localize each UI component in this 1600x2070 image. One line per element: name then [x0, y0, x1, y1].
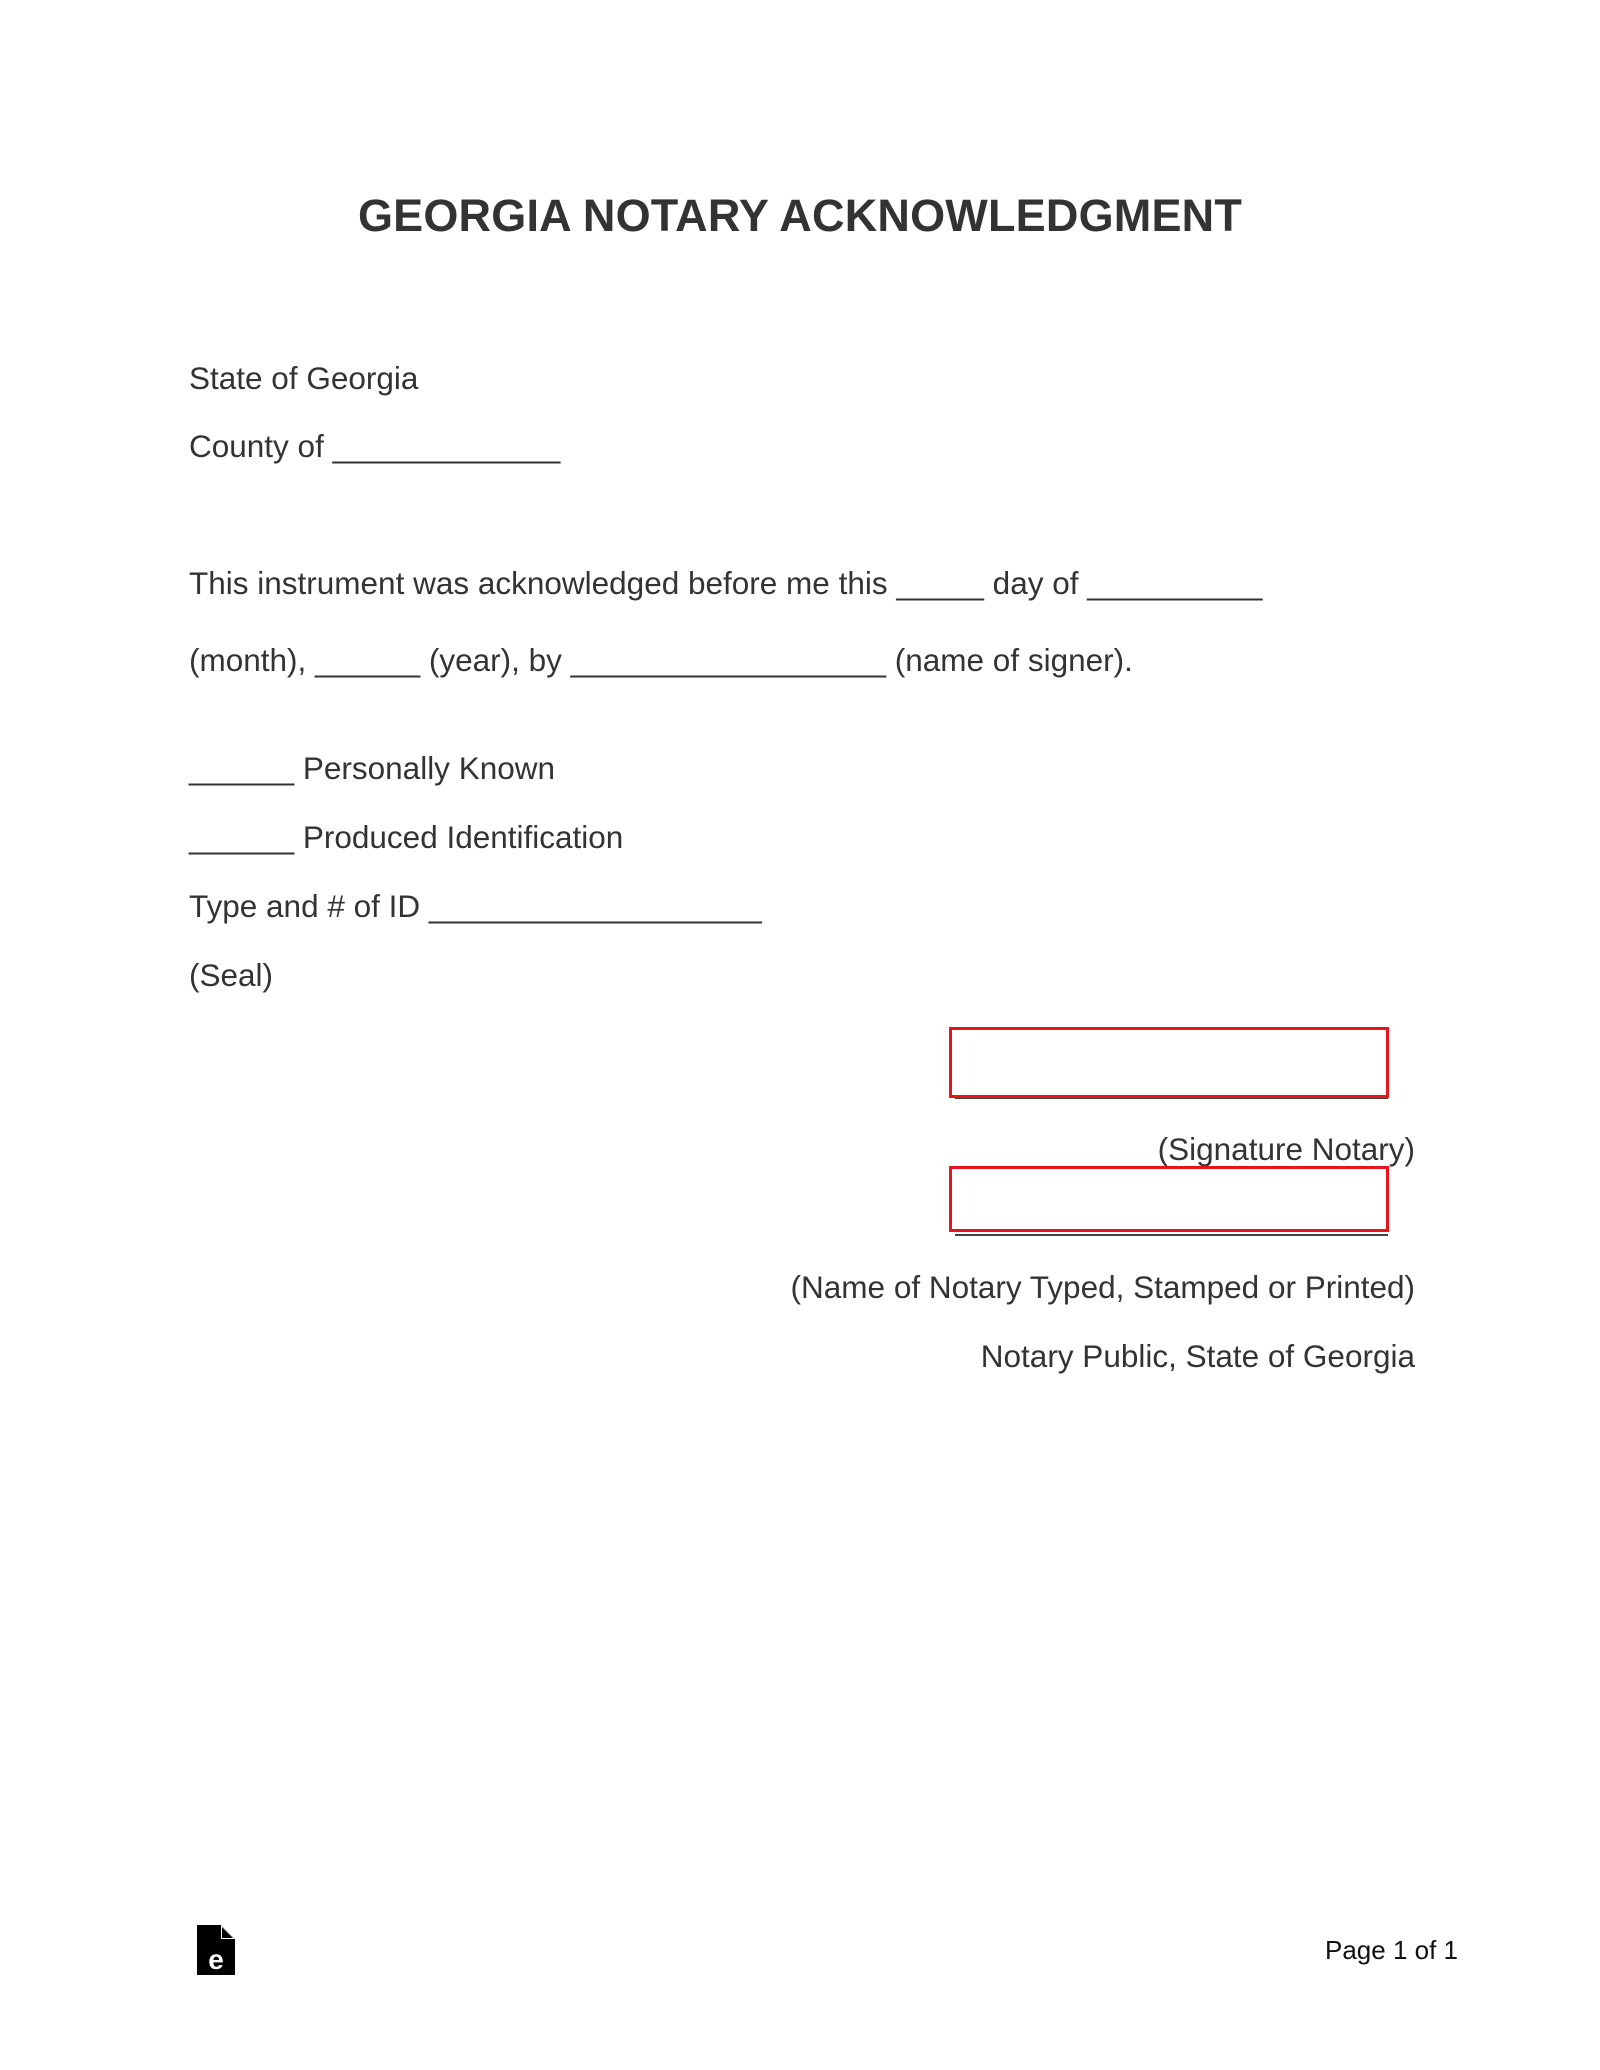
document-e-logo-icon — [197, 1925, 235, 1975]
state-line: State of Georgia — [189, 360, 419, 396]
signature-notary-label: (Signature Notary) — [1157, 1131, 1415, 1167]
acknowledgment-line-2: (month), ______ (year), by __________________ (name of signer). — [189, 642, 1133, 678]
seal-label: (Seal) — [189, 957, 274, 993]
name-underline — [955, 1234, 1388, 1236]
notary-name-field[interactable] — [949, 1166, 1389, 1232]
type-of-id-line: Type and # of ID ___________________ — [189, 888, 762, 924]
county-line: County of _____________ — [189, 428, 561, 464]
page-indicator: Page 1 of 1 — [1325, 1935, 1458, 1965]
notary-signature-field[interactable] — [949, 1027, 1389, 1098]
svg-text:e: e — [208, 1944, 224, 1975]
notary-public-title: Notary Public, State of Georgia — [980, 1338, 1415, 1374]
personally-known-option: ______ Personally Known — [189, 750, 556, 786]
acknowledgment-line-1: This instrument was acknowledged before me this _____ day of __________ — [189, 565, 1263, 601]
document-title: GEORGIA NOTARY ACKNOWLEDGMENT — [357, 190, 1243, 241]
notary-name-label: (Name of Notary Typed, Stamped or Printed) — [790, 1269, 1415, 1305]
produced-identification-option: ______ Produced Identification — [189, 819, 624, 855]
